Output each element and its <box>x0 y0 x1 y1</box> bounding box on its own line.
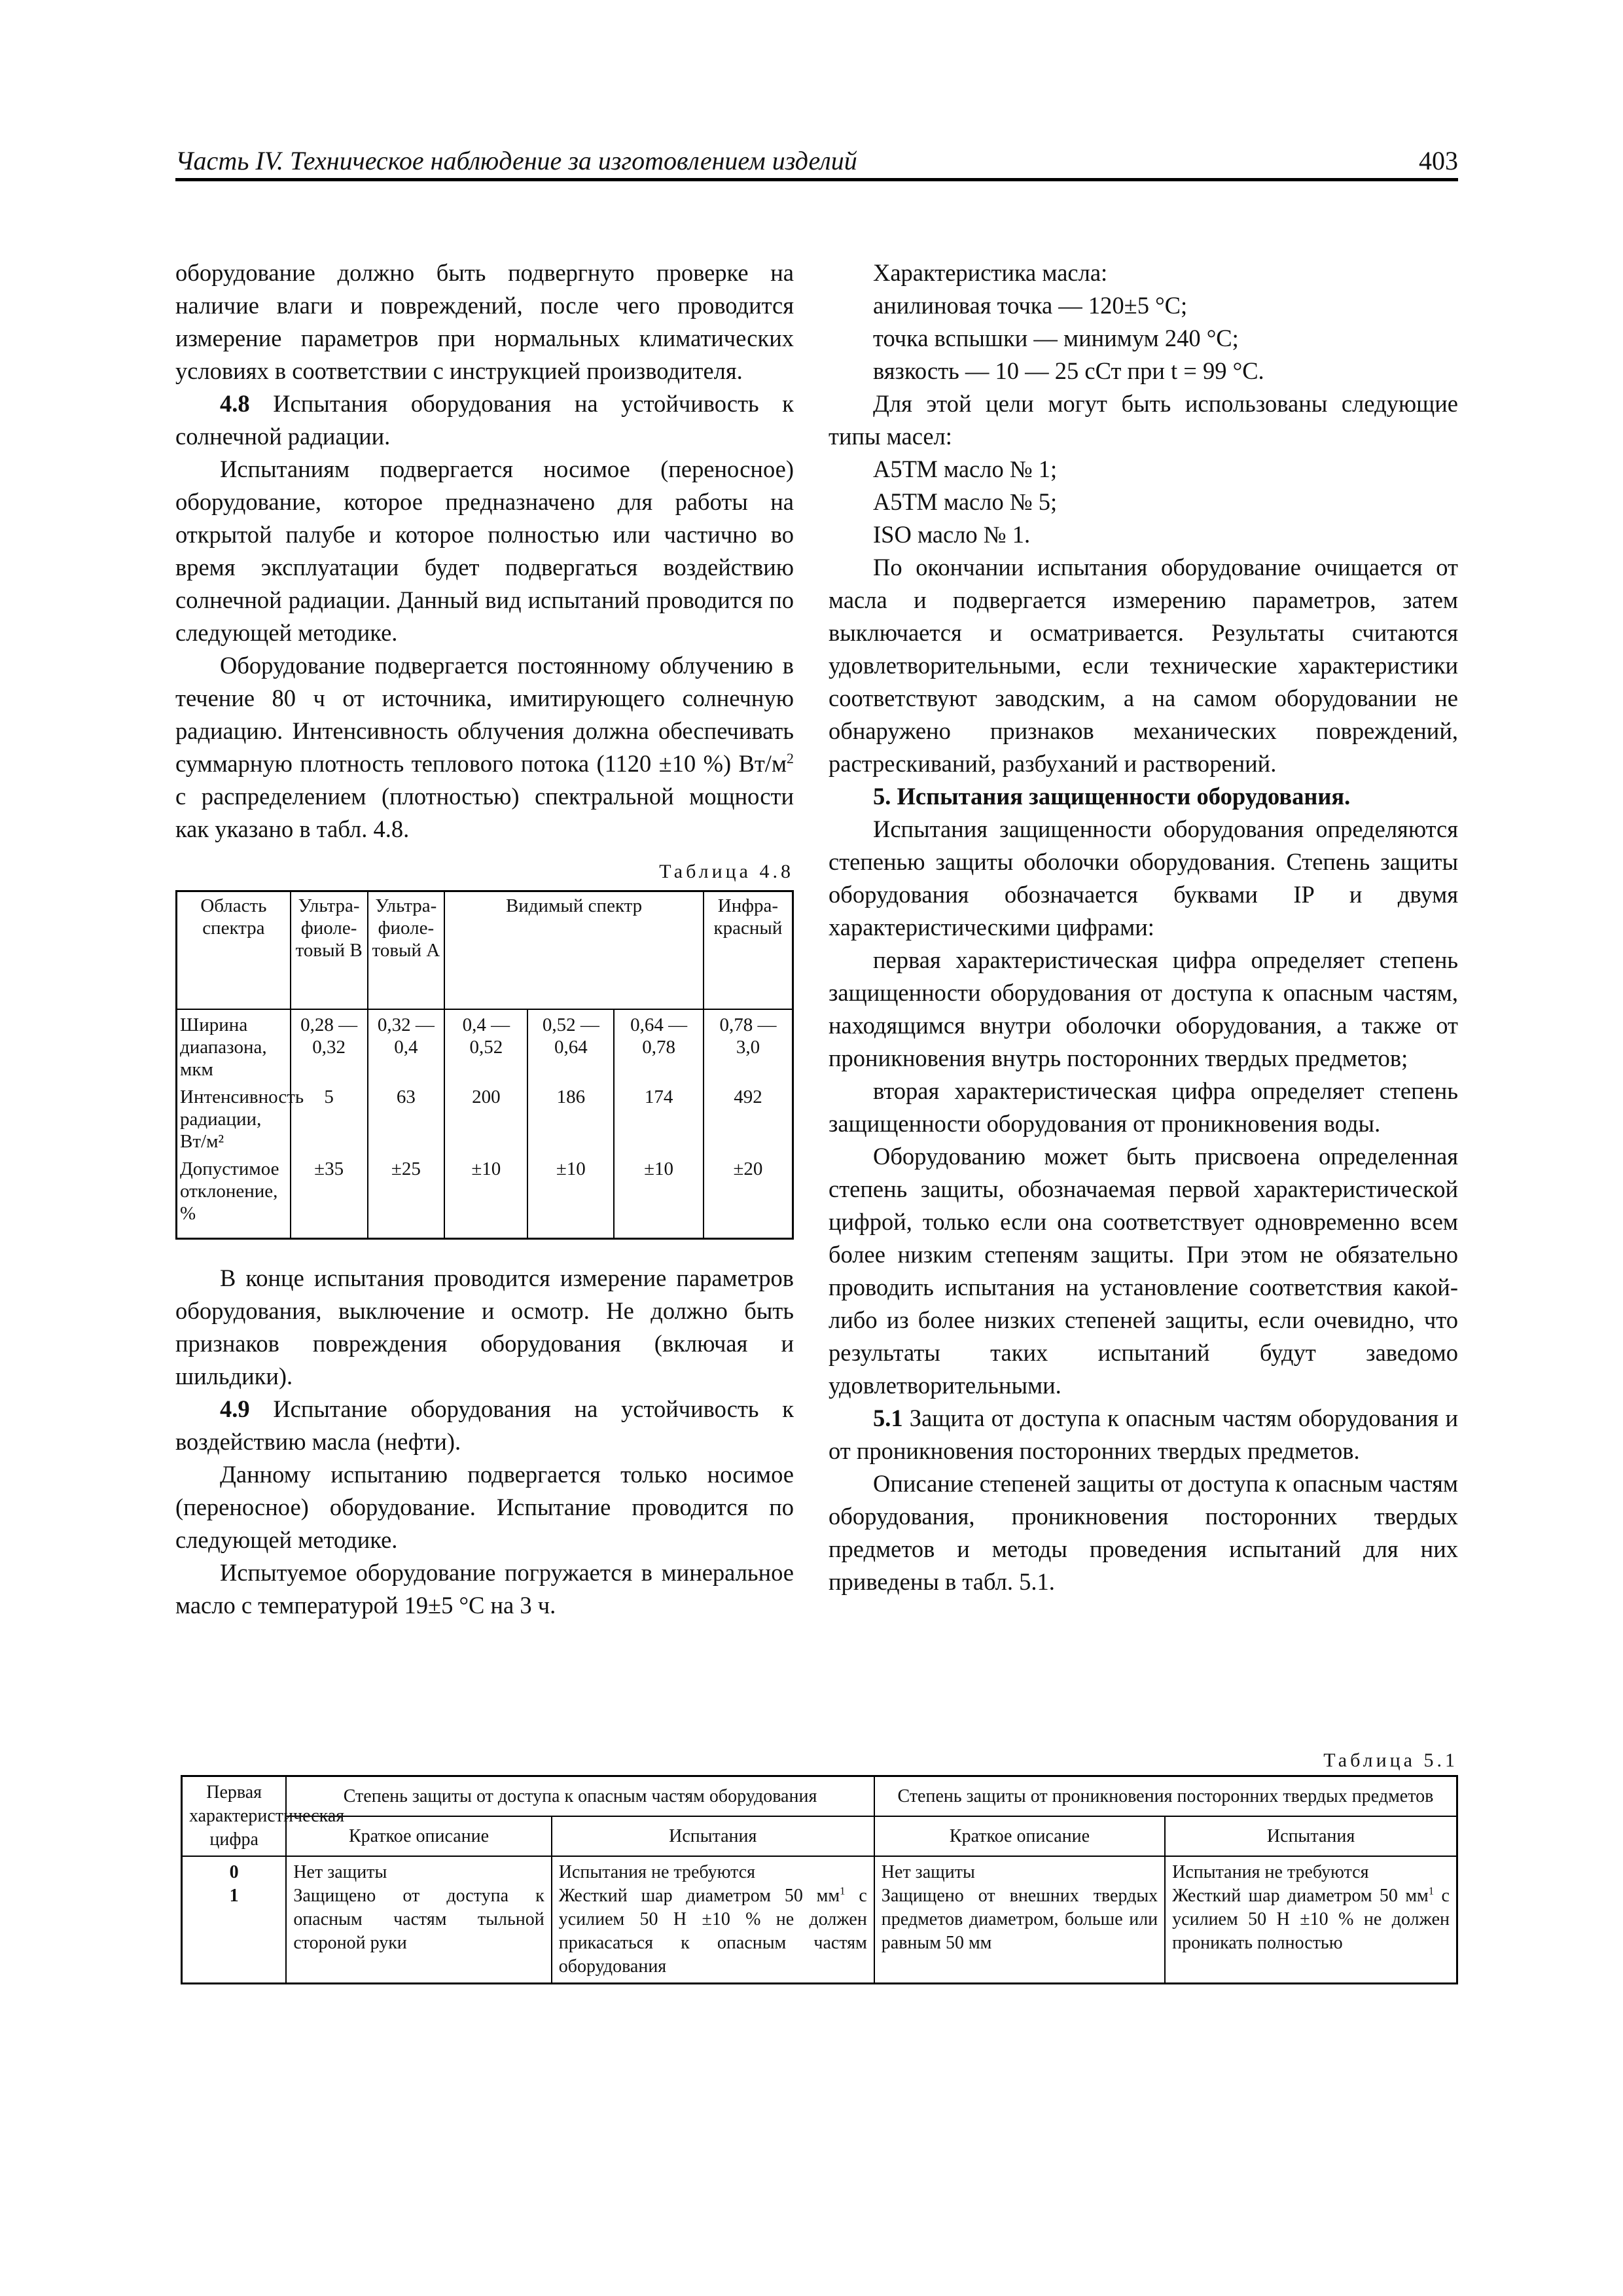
table-cell: ±25 <box>368 1154 445 1239</box>
text-run: Испытания не требуются Жесткий шар диаметром 50 мм <box>558 1862 840 1906</box>
table-header-cell: Ультра-фиоле-товый А <box>368 891 445 1010</box>
table-row <box>177 1009 793 1082</box>
section-text: Испытание оборудования на устойчивость к воздействию масла (нефти). <box>175 1395 794 1455</box>
row-label: Допустимое отклонение, % <box>177 1154 291 1239</box>
table-cell: ±10 <box>614 1154 704 1239</box>
paragraph: Испытаниям подвергается носимое (переносное) оборудование, которое предназначено для работы на открытой палубе и которое полностью или частично во время эксплуатации будет подвергаться воздействию солнечной радиации. Данный вид испытаний проводится по следующей методике. <box>175 456 794 646</box>
table-cell: 5 <box>291 1082 368 1154</box>
superscript: 1 <box>1428 1884 1435 1897</box>
text-run: Оборудование подвергается постоянному облучению в течение 80 ч от источника, имитирующего солнечную радиацию. Интенсивность облучения должна обеспечивать суммарную плотность теплового потока (1120 ±10 %) Вт/м <box>175 652 794 777</box>
table-cell <box>1165 1856 1457 1984</box>
table-header-cell: Ультра-фиоле-товый В <box>291 891 368 1010</box>
paragraph: Данному испытанию подвергается только носимое (переносное) оборудование. Испытание проводится по следующей методике. <box>175 1461 794 1553</box>
table-cell: 174 <box>614 1082 704 1154</box>
header-title: Часть IV. Техническое наблюдение за изготовлением изделий <box>175 146 857 175</box>
header-rule <box>175 178 1458 181</box>
table-cell: ±10 <box>527 1154 614 1239</box>
row-label: Ширина диапазона, мкм <box>177 1009 291 1082</box>
section-heading-5 <box>829 780 1458 813</box>
right-column <box>829 257 1458 1598</box>
table-row <box>177 1082 793 1154</box>
table-cell <box>552 1856 874 1984</box>
table-header-cell: Инфра-красный <box>704 891 793 1010</box>
table-5-1-block <box>181 1746 1458 1984</box>
paragraph: Испытуемое оборудование погружается в минеральное масло с температурой 19±5 °С на 3 ч. <box>175 1559 794 1619</box>
section-heading-5-1 <box>829 1402 1458 1467</box>
table-cell: 0,52 — 0,64 <box>527 1009 614 1082</box>
table-row <box>177 1154 793 1239</box>
section-text: Защита от доступа к опасным частям оборудования и от проникновения посторонних твердых предметов. <box>829 1405 1458 1464</box>
section-text: Испытания оборудования на устойчивость к солнечной радиации. <box>175 390 794 450</box>
section-number: 5.1 <box>873 1405 903 1431</box>
paragraph: По окончании испытания оборудование очищается от масла и подвергается измерению параметров, затем выключается и осматривается. Результаты считаются удовлетворительными, если технические характеристики соответствуют заводским, а на самом оборудовании не обнаружено признаков механических повреждений, растрескиваний, разбуханий и растворений. <box>829 554 1458 777</box>
superscript: 2 <box>787 749 794 766</box>
section-title: 5. Испытания защищенности оборудования. <box>873 783 1351 810</box>
table-cell: 0,28 — 0,32 <box>291 1009 368 1082</box>
paragraph: оборудование должно быть подвергнуто проверке на наличие влаги и повреждений, после чего проводится измерение параметров при нормальных климатических условиях в соответствии с инструкцией производителя. <box>175 259 794 384</box>
table-5-1 <box>181 1775 1458 1984</box>
paragraph <box>175 649 794 846</box>
table-cell: 200 <box>444 1082 527 1154</box>
table-header-cell: Первая характеристическая цифра <box>182 1776 287 1857</box>
list-item: А5ТМ масло № 1; <box>873 456 1058 482</box>
list-item: точка вспышки — минимум 240 °С; <box>873 325 1239 351</box>
list-title: Характеристика масла: <box>873 259 1108 286</box>
section-number: 4.9 <box>220 1395 250 1422</box>
table-cell: Нет защиты Защищено от доступа к опасным частям тыльной стороной руки <box>286 1856 551 1984</box>
table-cell: ±10 <box>444 1154 527 1239</box>
table-header-cell: Степень защиты от проникновения посторонних твердых предметов <box>874 1776 1457 1817</box>
row-label: Интенсивность радиации, Вт/м² <box>177 1082 291 1154</box>
section-heading-4-8 <box>175 387 794 453</box>
list-item: ISO масло № 1. <box>873 521 1031 548</box>
table-cell: 492 <box>704 1082 793 1154</box>
paragraph: В конце испытания проводится измерение параметров оборудования, выключение и осмотр. Не должно быть признаков повреждения оборудования (включая и шильдики). <box>175 1265 794 1390</box>
table-cell: 0 1 <box>182 1856 287 1984</box>
table-cell: ±35 <box>291 1154 368 1239</box>
paragraph: Испытания защищенности оборудования определяются степенью защиты оболочки оборудования. Степень защиты оборудования обозначается буквами IP и двумя характеристическими цифрами: <box>829 816 1458 941</box>
table-cell: 0,64 —0,78 <box>614 1009 704 1082</box>
table-cell: 0,4 —0,52 <box>444 1009 527 1082</box>
table-cell: ±20 <box>704 1154 793 1239</box>
running-header <box>175 145 1458 179</box>
table-header-cell: Испытания <box>1165 1816 1457 1856</box>
list-item: анилиновая точка — 120±5 °С; <box>873 292 1188 319</box>
section-number: 4.8 <box>220 390 250 417</box>
text-run: с усилием 50 Н ±10 % не должен прикасаться к опасным частям оборудования <box>558 1886 867 1977</box>
text-run: с распределением (плотностью) спектральной мощности как указано в табл. 4.8. <box>175 783 794 842</box>
table-5-1-caption: Таблица 5.1 <box>1323 1749 1458 1771</box>
paragraph: Для этой цели могут быть использованы следующие типы масел: <box>829 390 1458 450</box>
paragraph: вторая характеристическая цифра определяет степень защищенности оборудования от проникновения воды. <box>829 1077 1458 1137</box>
table-cell: 63 <box>368 1082 445 1154</box>
table-cell: Нет защиты Защищено от внешних твердых предметов диаметром, больше или равным 50 мм <box>874 1856 1165 1984</box>
list-item: А5ТМ масло № 5; <box>873 488 1058 515</box>
table-header-cell: Краткое описание <box>286 1816 551 1856</box>
paragraph: Оборудованию может быть присвоена определенная степень защиты, обозначаемая первой характеристической цифрой, только если она соответствует одновременно всем более низким степеням защиты. При этом не обязательно проводить испытания на установление соответствия какой-либо из более низких степеней защиты, если очевидно, что результаты таких испытаний будут заведомо удовлетворительными. <box>829 1143 1458 1399</box>
text-run: с усилием 50 Н ±10 % не должен проникать полностью <box>1172 1886 1450 1953</box>
paragraph: Описание степеней защиты от доступа к опасным частям оборудования, проникновения посторонних твердых предметов и методы проведения испытаний для них приведены в табл. 5.1. <box>829 1470 1458 1595</box>
table-cell: 0,78 — 3,0 <box>704 1009 793 1082</box>
table-cell: 0,32 — 0,4 <box>368 1009 445 1082</box>
table-header-cell: Область спектра <box>177 891 291 1010</box>
section-heading-4-9 <box>175 1393 794 1458</box>
table-header-cell: Видимый спектр <box>444 891 704 1010</box>
page-number: 403 <box>1419 146 1458 175</box>
table-header-cell: Испытания <box>552 1816 874 1856</box>
table-header-cell: Краткое описание <box>874 1816 1165 1856</box>
text-run: Испытания не требуются Жесткий шар диаметром 50 мм <box>1172 1862 1429 1906</box>
table-cell: 186 <box>527 1082 614 1154</box>
table-header-cell: Степень защиты от доступа к опасным частям оборудования <box>286 1776 874 1817</box>
list-item: вязкость — 10 — 25 сСт при t = 99 °С. <box>873 357 1264 384</box>
superscript: 1 <box>840 1884 846 1897</box>
table-4-8 <box>175 890 794 1240</box>
paragraph: первая характеристическая цифра определяет степень защищенности оборудования от доступа к опасным частям, находящимся внутри оболочки оборудования, а также от проникновения внутрь посторонних твердых предметов; <box>829 946 1458 1071</box>
table-row <box>182 1856 1457 1984</box>
left-column <box>175 257 794 1622</box>
table-4-8-caption: Таблица 4.8 <box>659 861 794 882</box>
